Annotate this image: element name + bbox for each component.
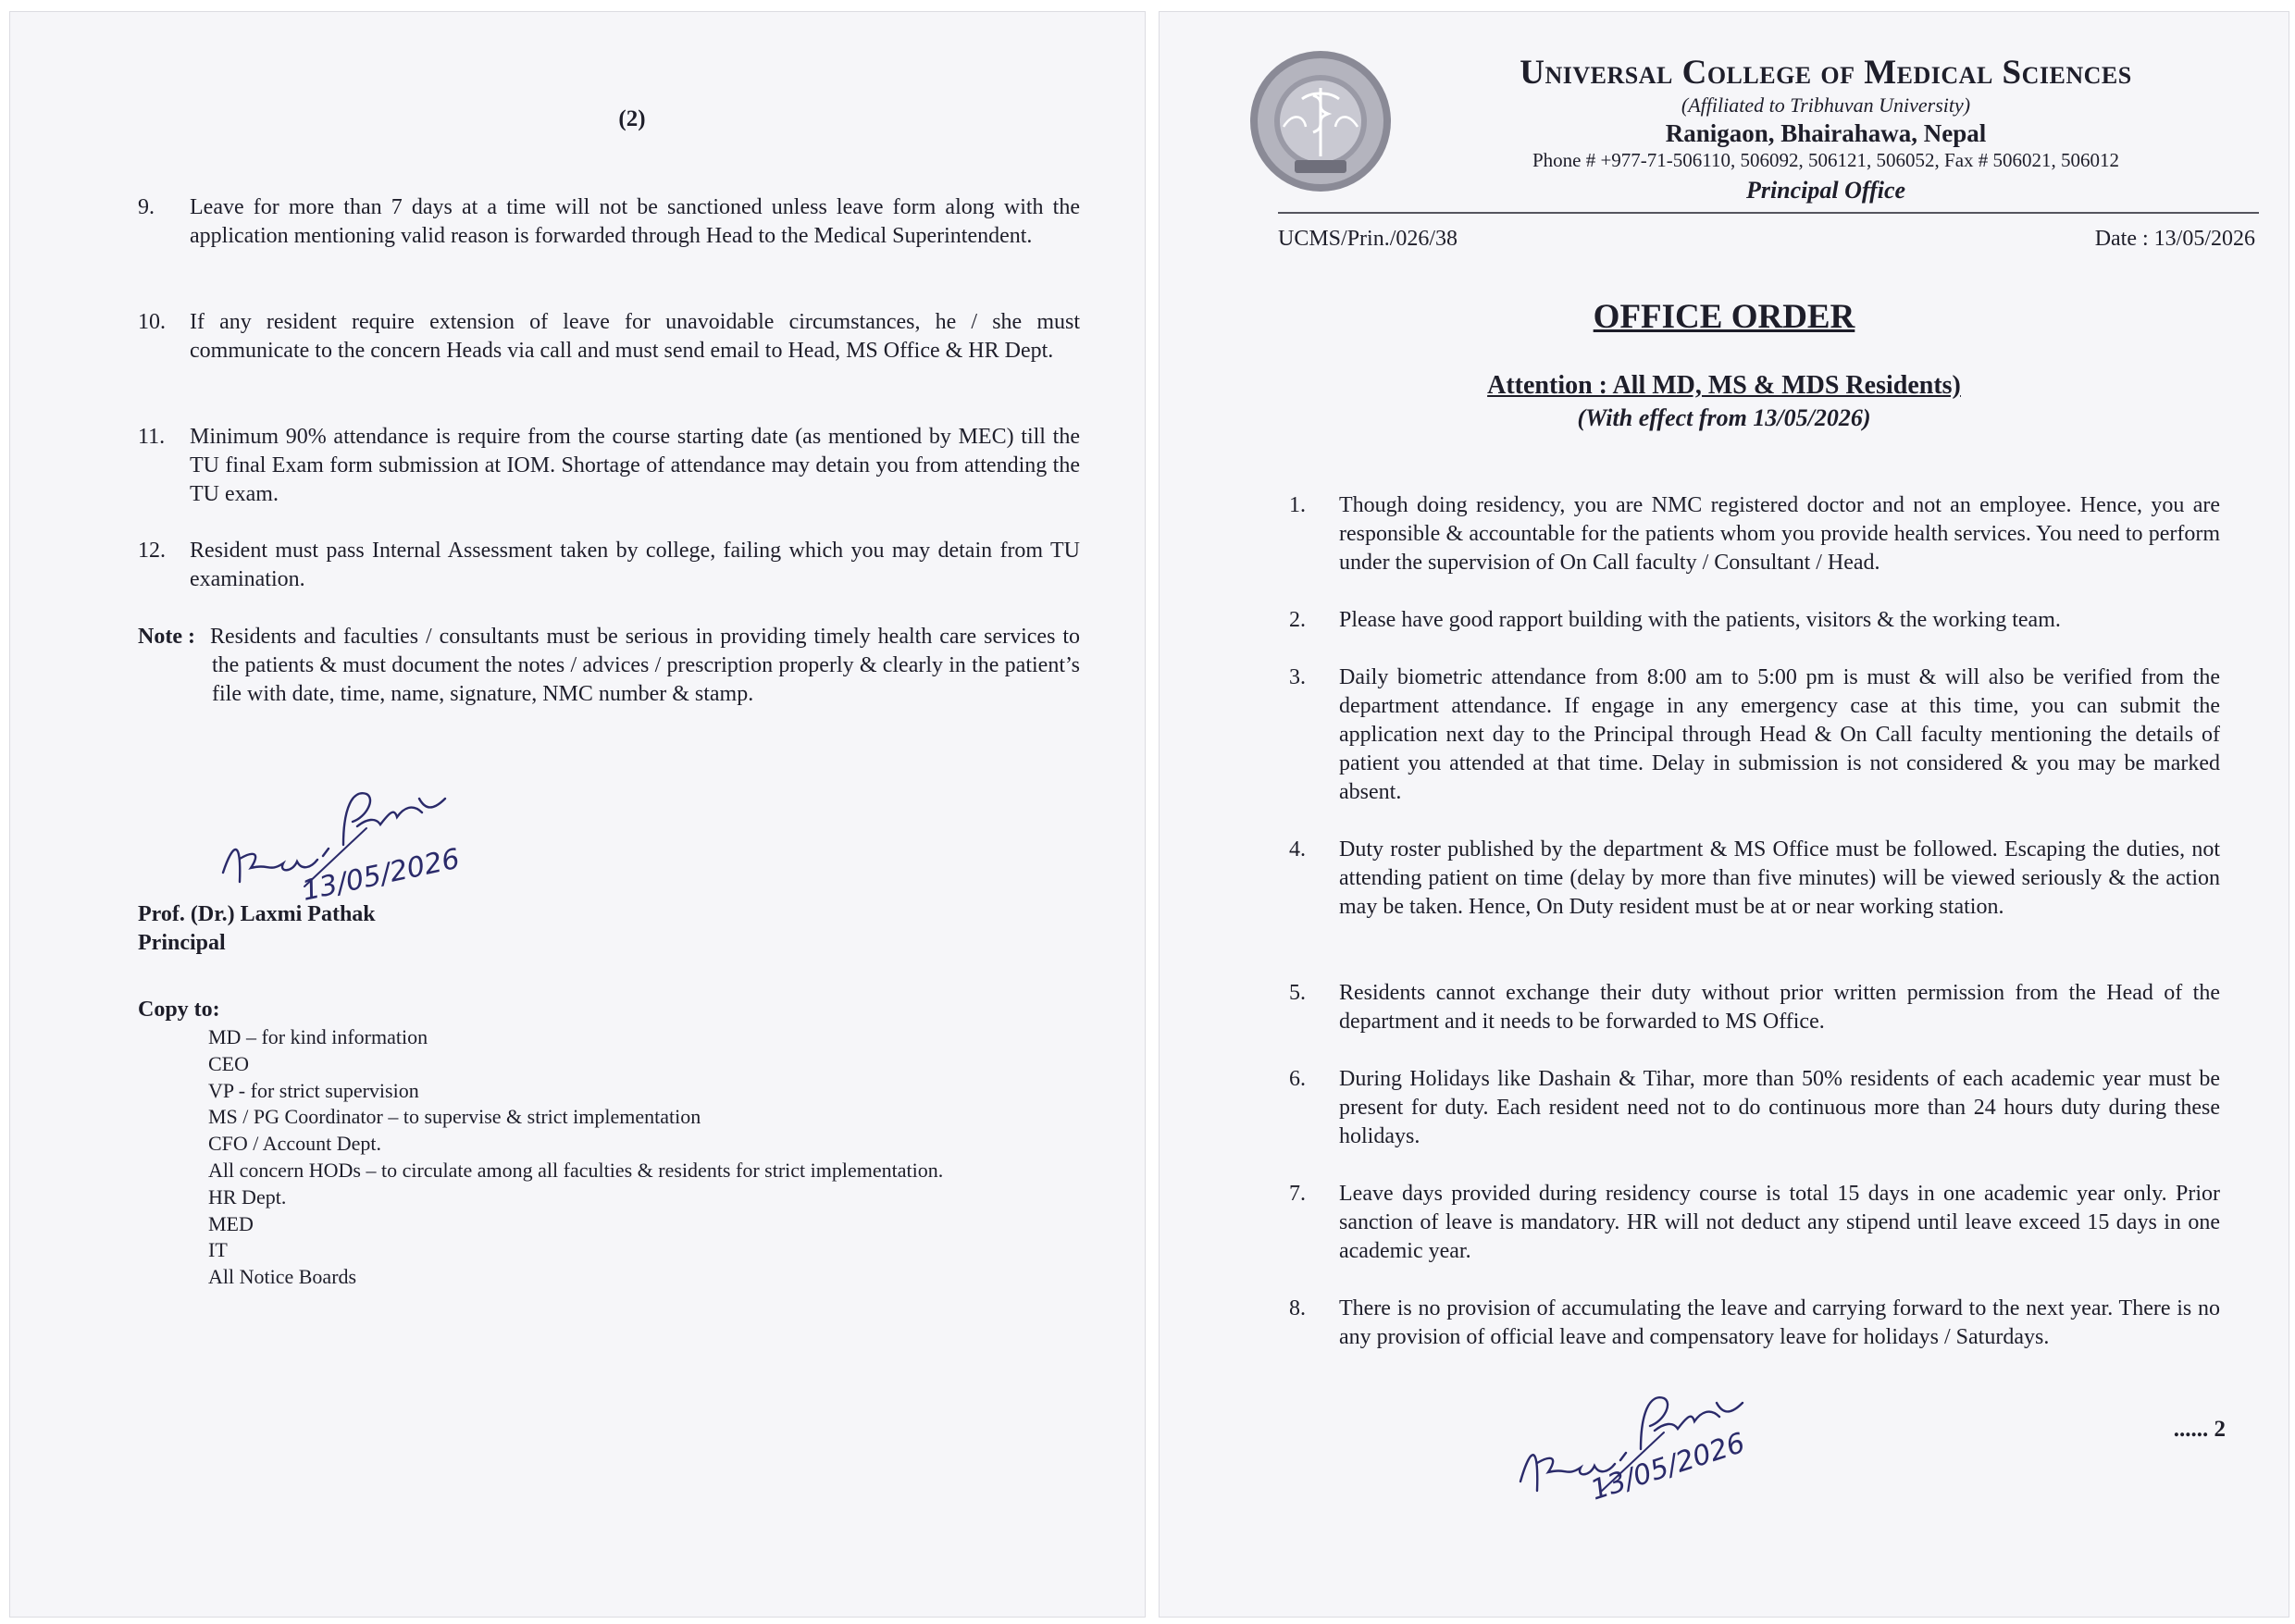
copy-to-list xyxy=(208,1024,943,1291)
college-seal-logo xyxy=(1247,47,1395,195)
page-two xyxy=(9,11,1146,1618)
signature xyxy=(1502,1361,1780,1509)
item-number: 1. xyxy=(1289,493,1306,517)
item-number: 8. xyxy=(1289,1296,1306,1320)
item-number: 2. xyxy=(1289,608,1306,632)
attention-line: Attention : All MD, MS & MDS Residents) xyxy=(1487,371,1961,400)
affiliation: (Affiliated to Tribhuvan University) xyxy=(1681,93,1971,117)
list-item: CFO / Account Dept. xyxy=(208,1132,381,1156)
order-date: Date : 13/05/2026 xyxy=(2094,227,2255,251)
list-item: VP - for strict supervision xyxy=(208,1078,419,1102)
item-number: 3. xyxy=(1289,665,1306,689)
list-item: CEO xyxy=(208,1051,249,1075)
list-item: IT xyxy=(208,1238,228,1262)
note-label: Note : xyxy=(138,625,195,649)
item-text: Please have good rapport building with the patients, visitors & the working team. xyxy=(1339,608,2061,632)
item-number: 4. xyxy=(1289,837,1306,862)
item-text: If any resident require extension of leave for unavoidable circumstances, he / she must communicate to the concern Heads via call and must send email to Head, MS Office & HR Dept. xyxy=(190,310,1080,363)
item-text: Duty roster published by the department & MS Office must be followed. Escaping the duties, not attending patient on time (delay by more than five minutes) will be viewed seriously & the action may be taken. Hence, On Duty resident must be at or near working station. xyxy=(1339,837,2220,919)
svg-text:13/05/2026: 13/05/2026 xyxy=(299,842,463,908)
header-divider xyxy=(1278,212,2259,214)
page-number: (2) xyxy=(618,106,646,131)
contact-phone: Phone # +977-71-506110, 506092, 506121, 506052, Fax # 506021, 506012 xyxy=(1532,149,2120,171)
office-name: Principal Office xyxy=(1745,177,1906,204)
list-item: HR Dept. xyxy=(208,1184,287,1209)
item-number: 7. xyxy=(1289,1182,1306,1206)
effective-date: (With effect from 13/05/2026) xyxy=(1577,404,1871,431)
list-item: MS / PG Coordinator – to supervise & strict implementation xyxy=(208,1105,701,1129)
reference-number: UCMS/Prin./026/38 xyxy=(1278,227,1458,251)
item-text: Residents cannot exchange their duty without prior written permission from the Head of the department and it needs to be forwarded to MS Office. xyxy=(1339,981,2220,1034)
copy-to-label: Copy to: xyxy=(138,998,220,1022)
item-text: Resident must pass Internal Assessment taken by college, failing which you may detain from TU examination. xyxy=(190,539,1080,591)
item-number: 10. xyxy=(138,310,166,334)
signatory-title: Principal xyxy=(138,931,226,955)
item-text: Though doing residency, you are NMC registered doctor and not an employee. Hence, you are responsible & accountable for the patients whom you provide health services. You need to perform under the supervision of On Call faculty / Consultant / Head. xyxy=(1339,493,2220,575)
item-number: 12. xyxy=(138,539,166,563)
list-item: MD – for kind information xyxy=(208,1025,428,1048)
signature xyxy=(205,771,473,910)
note-text: Residents and faculties / consultants must be serious in providing timely health care services to the patients & must document the notes / advices / prescription properly & clearly in the patient’s file with date, time, name, signature, NMC number & stamp. xyxy=(210,625,1080,706)
list-item: MED xyxy=(208,1211,254,1235)
college-address: Ranigaon, Bhairahawa, Nepal xyxy=(1665,119,1987,147)
item-text: There is no provision of accumulating the leave and carrying forward to the next year. There is no any provision of official leave and compensatory leave for holidays / Saturdays. xyxy=(1339,1296,2220,1349)
list-item: All Notice Boards xyxy=(208,1265,357,1289)
list-item: All concern HODs – to circulate among all faculties & residents for strict implementation. xyxy=(208,1158,944,1182)
page-title: OFFICE ORDER xyxy=(1593,298,1855,336)
signatory-name: Prof. (Dr.) Laxmi Pathak xyxy=(138,902,376,926)
item-number: 5. xyxy=(1289,981,1306,1005)
continued-marker: ...... 2 xyxy=(2173,1417,2226,1442)
item-text: Minimum 90% attendance is require from the course starting date (as mentioned by MEC) till the TU final Exam form submission at IOM. Shortage of attendance may detain you from attending the TU exam. xyxy=(190,425,1080,506)
college-name: Universal College of Medical Sciences xyxy=(1520,54,2132,92)
item-number: 11. xyxy=(138,425,166,449)
page-one xyxy=(1159,11,2289,1618)
item-text: Leave days provided during residency course is total 15 days in one academic year only. Prior sanction of leave is mandatory. HR will not deduct any stipend until leave exceed 15 days in one academic year. xyxy=(1339,1182,2220,1263)
item-text: During Holidays like Dashain & Tihar, more than 50% residents of each academic year must be present for duty. Each resident need not to do continuous more than 24 hours duty during these holidays. xyxy=(1339,1067,2220,1148)
item-number: 9. xyxy=(138,195,155,219)
svg-text:13/05/2026: 13/05/2026 xyxy=(1586,1426,1749,1507)
item-text: Daily biometric attendance from 8:00 am to 5:00 pm is must & will also be verified from the department attendance. If engage in any emergency case at this time, you can submit the application next day to the Principal through Head & On Call faculty mentioning the details of patient you attended at that time. Delay in submission is not considered & you may be marked absent. xyxy=(1339,665,2220,804)
item-text: Leave for more than 7 days at a time will not be sanctioned unless leave form along with the application mentioning valid reason is forwarded through Head to the Medical Superintendent. xyxy=(190,195,1080,248)
item-number: 6. xyxy=(1289,1067,1306,1091)
